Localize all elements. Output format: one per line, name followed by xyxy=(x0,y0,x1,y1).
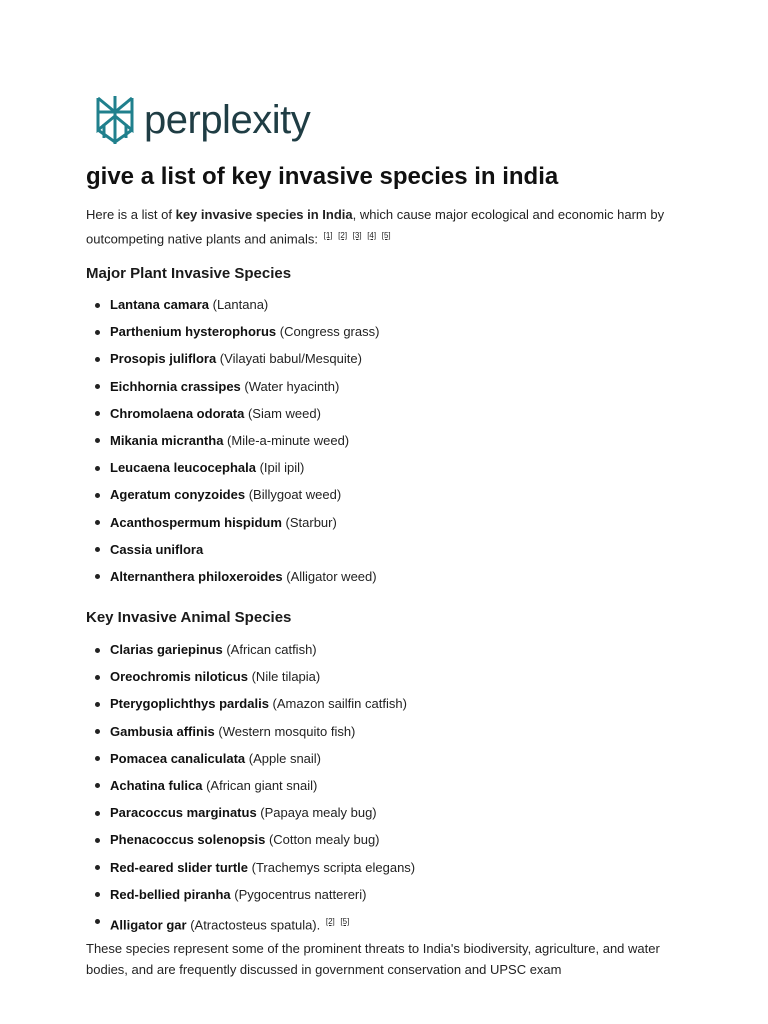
species-name: Alligator gar xyxy=(110,917,187,933)
species-common: (Trachemys scripta elegans) xyxy=(248,859,416,875)
closing-paragraph: These species represent some of the prominent threats to India's biodiversity, agriculture, and water bodies, and are frequently discussed in government conservation and UPSC exam xyxy=(86,941,660,977)
list-item xyxy=(110,636,670,663)
species-name: Phenacoccus solenopsis xyxy=(110,832,266,848)
list-item xyxy=(110,690,670,717)
species-name: Pomacea canaliculata xyxy=(110,750,246,766)
species-common: (Atractosteus spatula). xyxy=(186,917,321,933)
list-item xyxy=(110,400,670,427)
list-item xyxy=(110,799,670,826)
plant-species-list xyxy=(86,291,670,590)
species-common: (Mile-a-minute weed) xyxy=(223,432,350,448)
species-name: Mikania micrantha xyxy=(110,432,224,448)
species-common: (Starbur) xyxy=(281,514,337,530)
species-name: Parthenium hysterophorus xyxy=(110,324,277,340)
citation-link[interactable]: [1] xyxy=(323,231,333,240)
species-name: Acanthospermum hispidum xyxy=(110,514,282,530)
species-common: (Apple snail) xyxy=(245,750,322,766)
citation-link[interactable]: [5] xyxy=(340,916,350,926)
list-item xyxy=(110,481,670,508)
perplexity-mark-icon xyxy=(94,94,136,146)
species-common: (Siam weed) xyxy=(244,405,321,421)
species-common: (Cotton mealy bug) xyxy=(265,832,380,848)
list-item xyxy=(110,908,670,935)
species-common: (Amazon sailfin catfish) xyxy=(268,696,407,712)
list-item xyxy=(110,745,670,772)
citation-link[interactable]: [3] xyxy=(352,231,362,240)
species-name: Leucaena leucocephala xyxy=(110,460,256,476)
species-common: (African giant snail) xyxy=(202,777,318,793)
list-item xyxy=(110,826,670,853)
species-common: (African catfish) xyxy=(222,642,317,657)
list-item xyxy=(110,881,670,908)
species-common: (Billygoat weed) xyxy=(245,487,342,503)
species-common: (Alligator weed) xyxy=(282,568,377,584)
plants-heading: Major Plant Invasive Species xyxy=(86,265,292,282)
species-common: (Ipil ipil) xyxy=(255,460,305,476)
species-name: Alternanthera philoxeroides xyxy=(110,568,283,584)
intro-bold: key invasive species in India xyxy=(175,207,353,222)
species-common: (Congress grass) xyxy=(276,324,380,340)
species-common: (Vilayati babul/Mesquite) xyxy=(216,351,362,367)
list-item xyxy=(110,373,670,400)
species-name: Pterygoplichthys pardalis xyxy=(110,696,269,712)
intro-paragraph xyxy=(86,204,686,249)
species-name: Gambusia affinis xyxy=(110,723,215,739)
intro-suffix: , which cause major ecological and economic harm by outcompeting native plants and animals: xyxy=(86,207,665,247)
list-item xyxy=(110,509,670,536)
species-name: Paracoccus marginatus xyxy=(110,805,257,821)
list-item xyxy=(110,427,670,454)
species-common: (Lantana) xyxy=(209,297,269,312)
species-common: (Western mosquito fish) xyxy=(214,723,356,739)
list-item xyxy=(110,854,670,881)
list-item xyxy=(110,563,670,590)
citation-link[interactable]: [5] xyxy=(381,231,391,240)
species-name: Red-bellied piranha xyxy=(110,886,231,902)
species-name: Oreochromis niloticus xyxy=(110,669,248,685)
list-item xyxy=(110,291,670,318)
list-item xyxy=(110,345,670,372)
species-common: (Pygocentrus nattereri) xyxy=(230,886,367,902)
perplexity-logo xyxy=(94,92,310,148)
list-item xyxy=(110,772,670,799)
species-name: Ageratum conyzoides xyxy=(110,487,246,503)
citation-link[interactable]: [2] xyxy=(325,916,335,926)
species-common: (Nile tilapia) xyxy=(247,669,321,685)
list-item xyxy=(110,318,670,345)
list-item xyxy=(110,536,670,563)
species-name: Chromolaena odorata xyxy=(110,405,245,421)
list-item xyxy=(110,663,670,690)
brand-name: perplexity xyxy=(144,98,311,142)
species-name: Prosopis juliflora xyxy=(110,351,217,367)
list-item xyxy=(110,454,670,481)
citation-link[interactable]: [4] xyxy=(367,231,377,240)
species-name: Lantana camara xyxy=(110,297,209,312)
citation-link[interactable]: [2] xyxy=(338,231,348,240)
species-name: Clarias gariepinus xyxy=(110,642,223,657)
page-title: give a list of key invasive species in india xyxy=(86,163,559,190)
species-common: (Papaya mealy bug) xyxy=(256,805,377,821)
intro-prefix: Here is a list of xyxy=(86,207,176,222)
animal-species-list xyxy=(86,636,670,935)
species-common: (Water hyacinth) xyxy=(240,378,340,394)
species-name: Cassia uniflora xyxy=(110,541,204,557)
species-name: Eichhornia crassipes xyxy=(110,378,241,394)
list-item xyxy=(110,718,670,745)
species-name: Red-eared slider turtle xyxy=(110,859,248,875)
animals-heading: Key Invasive Animal Species xyxy=(86,609,292,626)
species-name: Achatina fulica xyxy=(110,777,203,793)
